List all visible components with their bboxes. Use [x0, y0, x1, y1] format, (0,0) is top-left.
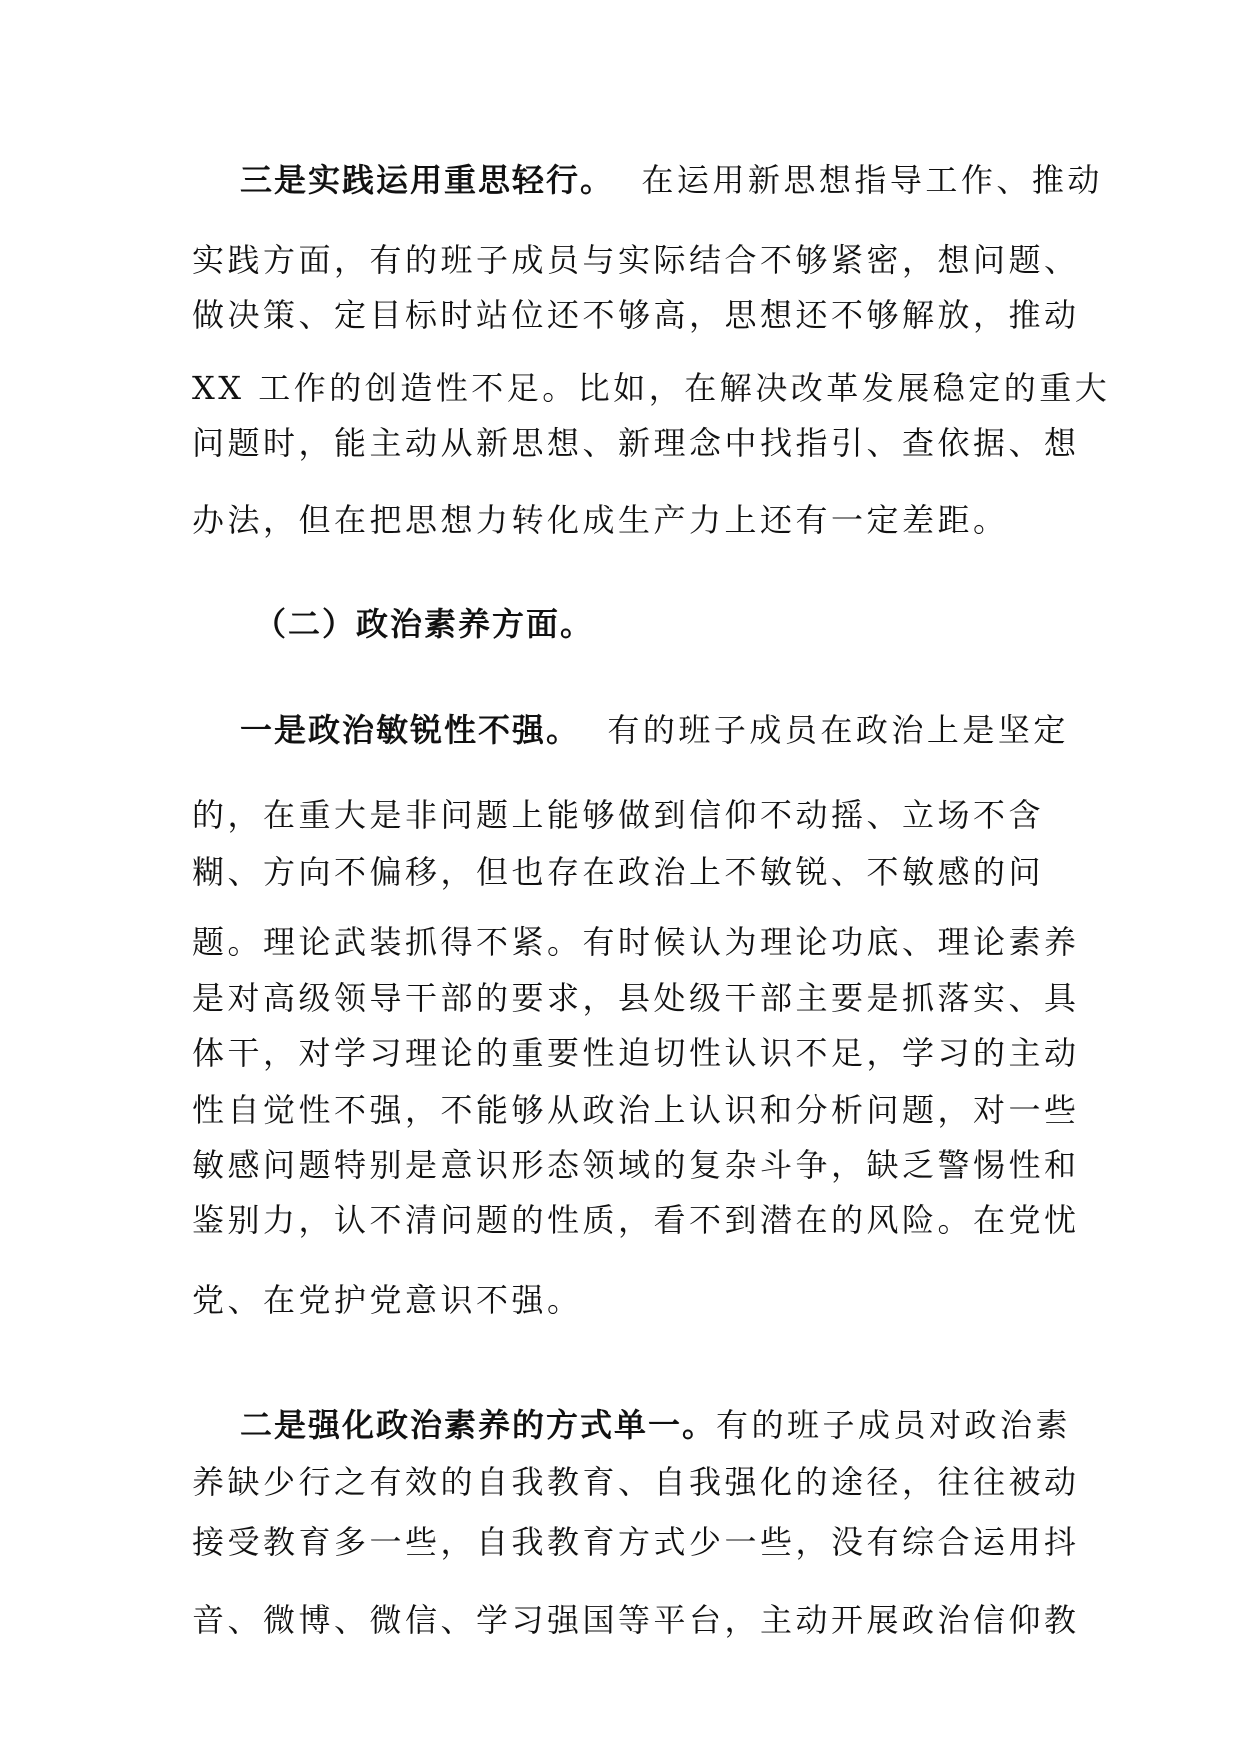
paragraph-1-text: 在运用新思想指导工作、推动 [641, 161, 1103, 199]
paragraph-2-line-7: 性自觉性不强，不能够从政治上认识和分析问题，对一些 [192, 1091, 1080, 1129]
paragraph-3-line-3: 接受教育多一些，自我教育方式少一些，没有综合运用抖 [192, 1523, 1080, 1561]
paragraph-3-text: 有的班子成员对政治素 [716, 1406, 1072, 1444]
paragraph-2-line-3: 糊、方向不偏移，但也存在政治上不敏锐、不敏感的问 [192, 853, 1045, 891]
paragraph-3-line-2: 养缺少行之有效的自我教育、自我强化的途径，往往被动 [192, 1463, 1080, 1501]
paragraph-1-lead: 三是实践运用重思轻行。 [240, 161, 615, 199]
paragraph-1-line-1 [240, 160, 1103, 200]
paragraph-2-line-5: 是对高级领导干部的要求，县处级干部主要是抓落实、具 [192, 979, 1080, 1017]
section-heading: （二）政治素养方面。 [254, 605, 595, 643]
paragraph-2-line-1 [240, 710, 1069, 750]
paragraph-2-line-10: 党、在党护党意识不强。 [192, 1281, 583, 1319]
paragraph-1-line-3: 做决策、定目标时站位还不够高，思想还不够解放，推动 [192, 296, 1080, 334]
paragraph-2-text: 有的班子成员在政治上是坚定 [607, 711, 1069, 749]
paragraph-2-line-9: 鉴别力，认不清问题的性质，看不到潜在的风险。在党忧 [192, 1201, 1080, 1239]
paragraph-2-line-2: 的，在重大是非问题上能够做到信仰不动摇、立场不含 [192, 796, 1045, 834]
paragraph-1-line-5: 问题时，能主动从新思想、新理念中找指引、查依据、想 [192, 424, 1080, 462]
paragraph-1-line-2: 实践方面，有的班子成员与实际结合不够紧密，想问题、 [192, 241, 1080, 279]
paragraph-3-line-4: 音、微博、微信、学习强国等平台，主动开展政治信仰教 [192, 1601, 1080, 1639]
paragraph-1-line-4: XX 工作的创造性不足。比如，在解决改革发展稳定的重大 [192, 369, 1111, 407]
paragraph-3-lead: 二是强化政治素养的方式单一。 [240, 1406, 717, 1444]
paragraph-2-line-8: 敏感问题特别是意识形态领域的复杂斗争，缺乏警惕性和 [192, 1146, 1080, 1184]
paragraph-2-lead: 一是政治敏锐性不强。 [240, 711, 581, 749]
paragraph-2-line-6: 体干，对学习理论的重要性迫切性认识不足，学习的主动 [192, 1034, 1080, 1072]
paragraph-1-line-6: 办法，但在把思想力转化成生产力上还有一定差距。 [192, 501, 1009, 539]
paragraph-3-line-1 [240, 1405, 1071, 1445]
paragraph-2-line-4: 题。理论武装抓得不紧。有时候认为理论功底、理论素养 [192, 923, 1080, 961]
